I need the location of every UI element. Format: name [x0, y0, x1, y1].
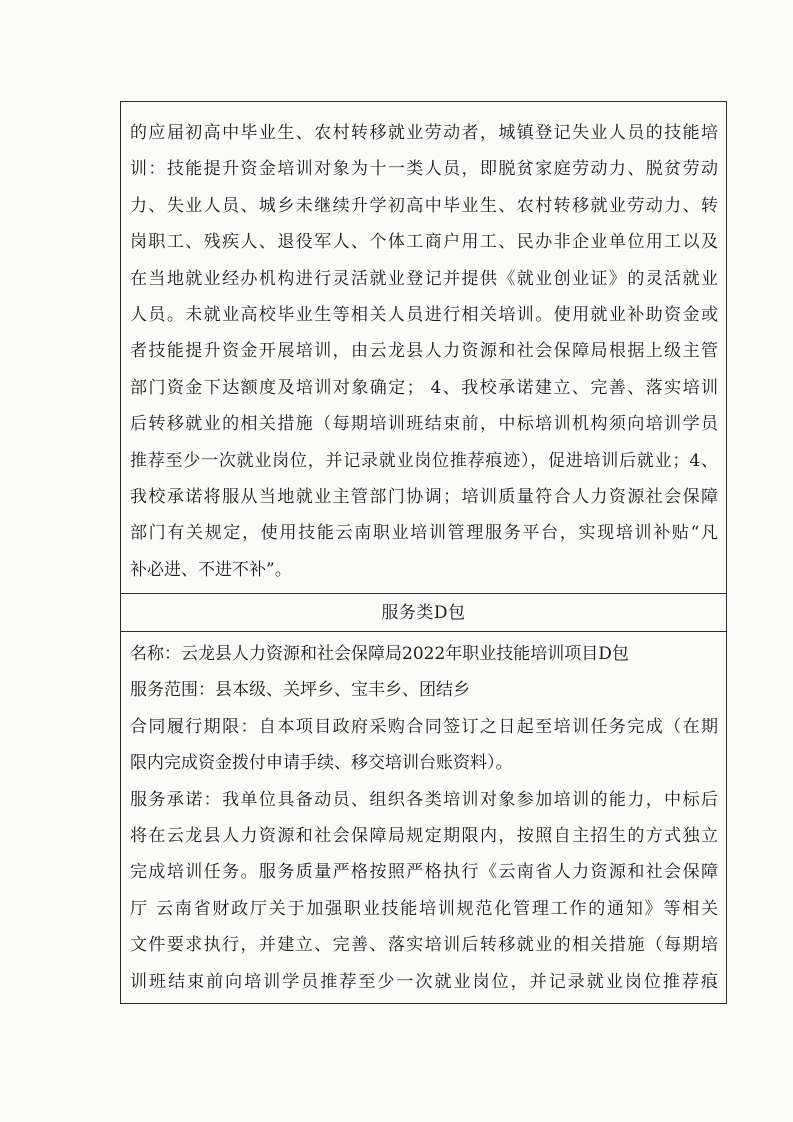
text-line: 者技能提升资金开展培训，由云龙县人力资源和社会保障局根据上级主管 [130, 341, 718, 362]
commitment-line: 将在云龙县人力资源和社会保障局规定期限内，按照自主招生的方式独立 [130, 826, 718, 847]
text-line: 部门有关规定，使用技能云南职业培训管理服务平台，实现培训补贴“凡 [130, 523, 718, 544]
package-d-cell [121, 632, 726, 1003]
training-details-text [130, 115, 718, 588]
commitment-line: 服务承诺：我单位具备动员、组织各类培训对象参加培训的能力，中标后 [130, 789, 718, 810]
text-line: 人员。未就业高校毕业生等相关人员进行相关培训。使用就业补助资金或 [130, 305, 718, 326]
package-d-text [130, 636, 718, 1000]
training-details-cell [121, 102, 726, 594]
text-line: 力、失业人员、城乡未继续升学初高中毕业生、农村转移就业劳动力、转 [130, 195, 718, 216]
text-line: 我校承诺将服从当地就业主管部门协调；培训质量符合人力资源社会保障 [130, 487, 718, 508]
text-line: 后转移就业的相关措施（每期培训班结束前，中标培训机构须向培训学员 [130, 414, 718, 435]
commitment-line: 训班结束前向培训学员推荐至少一次就业岗位，并记录就业岗位推荐痕 [130, 971, 718, 992]
commitment-line: 文件要求执行，并建立、完善、落实培训后转移就业的相关措施（每期培 [130, 935, 718, 956]
text-line: 补必进、不进不补”。 [130, 559, 292, 580]
text-line: 推荐至少一次就业岗位，并记录就业岗位推荐痕迹），促进培训后就业；4、 [130, 450, 718, 471]
text-line: 训：技能提升资金培训对象为十一类人员，即脱贫家庭劳动力、脱贫劳动 [130, 159, 718, 180]
text-line: 岗职工、残疾人、退役军人、个体工商户用工、民办非企业单位用工以及 [130, 232, 718, 253]
project-name: 名称：云龙县人力资源和社会保障局2022年职业技能培训项目D包 [130, 644, 629, 664]
text-line: 在当地就业经办机构进行灵活就业登记并提供《就业创业证》的灵活就业 [130, 268, 718, 289]
service-table [120, 101, 727, 1004]
contract-period-line: 合同履行期限：自本项目政府采购合同签订之日起至培训任务完成（在期 [130, 716, 718, 737]
text-line: 部门资金下达额度及培训对象确定； 4、我校承诺建立、完善、落实培训 [130, 377, 718, 398]
service-scope: 服务范围：县本级、关坪乡、宝丰乡、团结乡 [130, 680, 470, 701]
text-line: 的应届初高中毕业生、农村转移就业劳动者，城镇登记失业人员的技能培 [130, 123, 718, 143]
commitment-line: 完成培训任务。服务质量严格按照严格执行《云南省人力资源和社会保障 [130, 862, 718, 883]
section-header: 服务类D包 [121, 594, 726, 632]
commitment-line: 厅 云南省财政厅关于加强职业技能培训规范化管理工作的通知》等相关 [130, 898, 718, 919]
contract-period-line: 限内完成资金拨付申请手续、移交培训台账资料）。 [130, 753, 513, 774]
